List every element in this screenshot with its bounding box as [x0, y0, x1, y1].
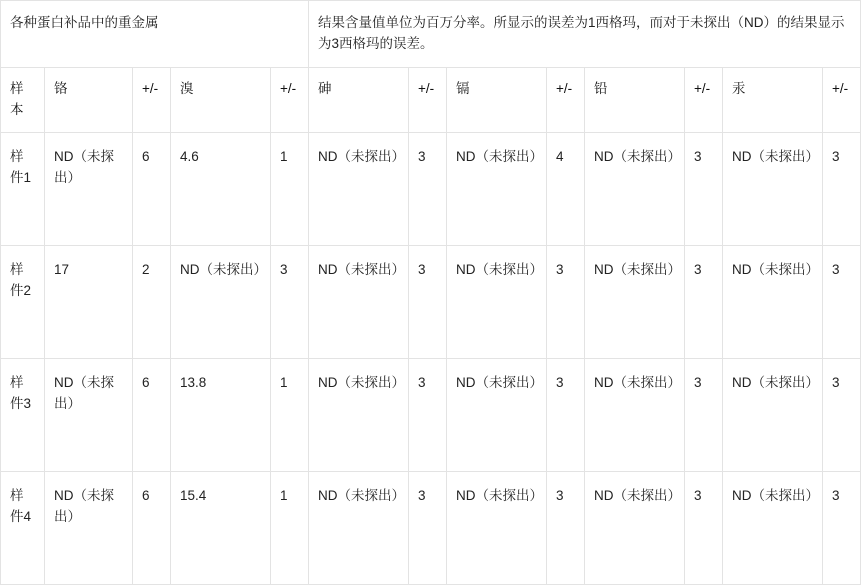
table-row: [1, 245, 861, 358]
header-metal-lead: 铅: [585, 67, 685, 132]
header-metal-cadmium: 镉: [447, 67, 547, 132]
cell-value-arsenic: ND（未探出）: [309, 245, 409, 358]
cell-error-arsenic: 3: [409, 358, 447, 471]
cell-error-arsenic: 3: [409, 471, 447, 584]
cell-value-bromine: 15.4: [171, 471, 271, 584]
table-row: [1, 132, 861, 245]
cell-error-bromine: 1: [271, 132, 309, 245]
table-header-row: [1, 67, 861, 132]
table-title: 各种蛋白补品中的重金属: [1, 1, 309, 68]
cell-error-mercury: 3: [823, 132, 861, 245]
cell-value-bromine: 13.8: [171, 358, 271, 471]
cell-error-mercury: 3: [823, 358, 861, 471]
header-pm-cadmium: +/-: [547, 67, 585, 132]
cell-error-lead: 3: [685, 245, 723, 358]
cell-value-arsenic: ND（未探出）: [309, 471, 409, 584]
cell-error-arsenic: 3: [409, 132, 447, 245]
cell-value-bromine: 4.6: [171, 132, 271, 245]
header-pm-arsenic: +/-: [409, 67, 447, 132]
cell-value-cadmium: ND（未探出）: [447, 245, 547, 358]
cell-error-cadmium: 3: [547, 245, 585, 358]
cell-value-mercury: ND（未探出）: [723, 245, 823, 358]
cell-value-arsenic: ND（未探出）: [309, 358, 409, 471]
row-sample-label: 样件4: [1, 471, 45, 584]
cell-error-lead: 3: [685, 358, 723, 471]
header-metal-chromium: 铬: [45, 67, 133, 132]
cell-value-cadmium: ND（未探出）: [447, 358, 547, 471]
cell-value-cadmium: ND（未探出）: [447, 471, 547, 584]
row-sample-label: 样件1: [1, 132, 45, 245]
table-row: [1, 471, 861, 584]
header-pm-chromium: +/-: [133, 67, 171, 132]
cell-error-cadmium: 4: [547, 132, 585, 245]
cell-error-cadmium: 3: [547, 358, 585, 471]
header-metal-mercury: 汞: [723, 67, 823, 132]
cell-value-lead: ND（未探出）: [585, 358, 685, 471]
cell-value-chromium: ND（未探出）: [45, 132, 133, 245]
cell-error-cadmium: 3: [547, 471, 585, 584]
row-sample-label: 样件3: [1, 358, 45, 471]
cell-value-chromium: ND（未探出）: [45, 471, 133, 584]
header-pm-lead: +/-: [685, 67, 723, 132]
cell-error-arsenic: 3: [409, 245, 447, 358]
cell-error-chromium: 6: [133, 471, 171, 584]
cell-error-bromine: 1: [271, 358, 309, 471]
cell-error-chromium: 6: [133, 358, 171, 471]
cell-error-bromine: 1: [271, 471, 309, 584]
cell-error-mercury: 3: [823, 245, 861, 358]
cell-value-mercury: ND（未探出）: [723, 358, 823, 471]
cell-value-cadmium: ND（未探出）: [447, 132, 547, 245]
header-pm-bromine: +/-: [271, 67, 309, 132]
cell-value-chromium: ND（未探出）: [45, 358, 133, 471]
cell-value-arsenic: ND（未探出）: [309, 132, 409, 245]
cell-value-bromine: ND（未探出）: [171, 245, 271, 358]
row-sample-label: 样件2: [1, 245, 45, 358]
header-pm-mercury: +/-: [823, 67, 861, 132]
cell-value-mercury: ND（未探出）: [723, 471, 823, 584]
cell-error-mercury: 3: [823, 471, 861, 584]
cell-error-chromium: 6: [133, 132, 171, 245]
cell-value-mercury: ND（未探出）: [723, 132, 823, 245]
cell-value-lead: ND（未探出）: [585, 471, 685, 584]
header-sample: 样本: [1, 67, 45, 132]
cell-value-lead: ND（未探出）: [585, 132, 685, 245]
cell-value-chromium: 17: [45, 245, 133, 358]
header-metal-arsenic: 砷: [309, 67, 409, 132]
table-row: [1, 358, 861, 471]
table-note: 结果含量值单位为百万分率。所显示的误差为1西格玛，而对于未探出（ND）的结果显示为3西格玛的误差。: [309, 1, 861, 68]
table-title-row: [1, 1, 861, 68]
header-metal-bromine: 溴: [171, 67, 271, 132]
cell-error-chromium: 2: [133, 245, 171, 358]
cell-value-lead: ND（未探出）: [585, 245, 685, 358]
cell-error-lead: 3: [685, 471, 723, 584]
cell-error-bromine: 3: [271, 245, 309, 358]
cell-error-lead: 3: [685, 132, 723, 245]
